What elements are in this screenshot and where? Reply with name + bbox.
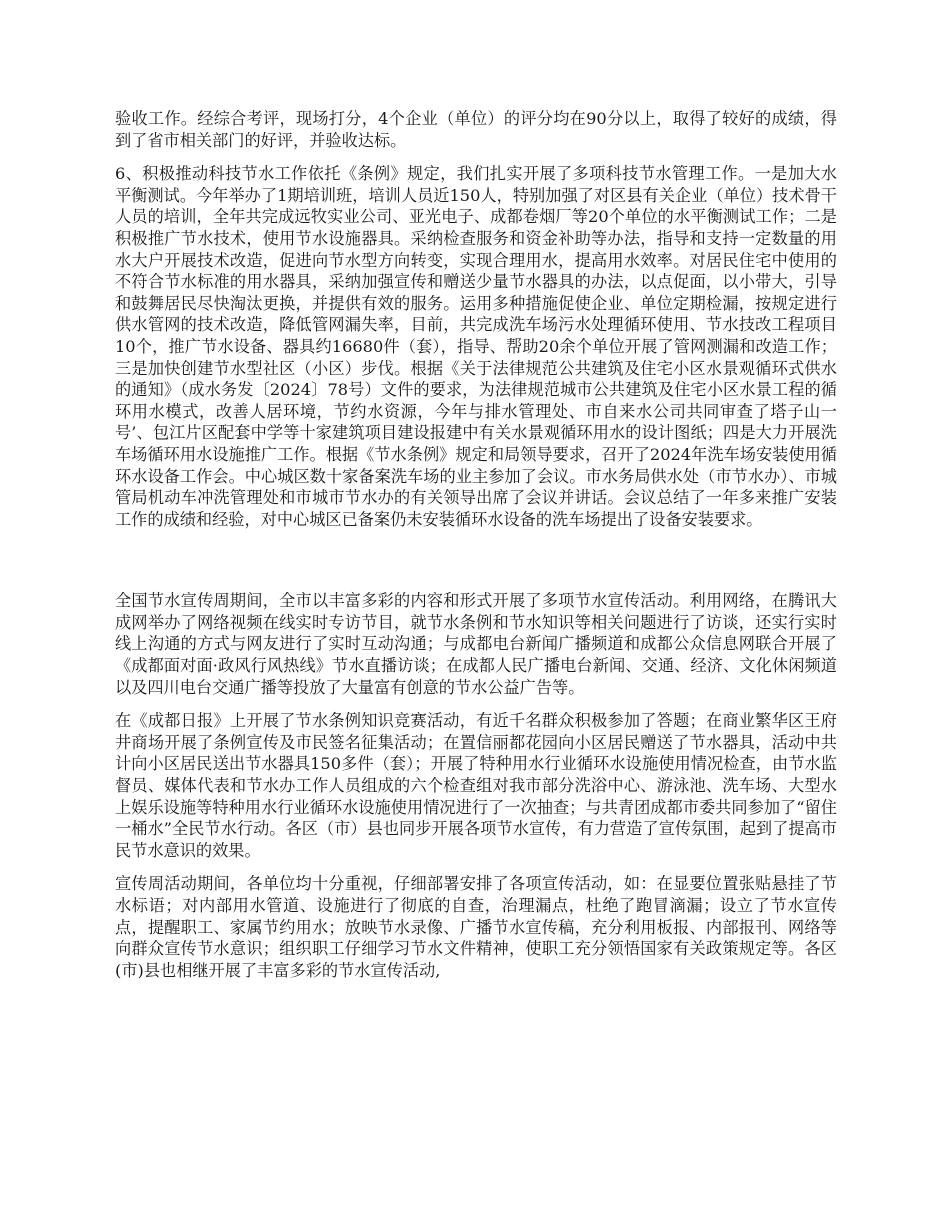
paragraph-publicity-week: 全国节水宣传周期间，全市以丰富多彩的内容和形式开展了多项节水宣传活动。利用网络，在腾讯大成网举办了网络视频在线实时专访节目，就节水条例和节水知识等相关问题进行了访谈，还实行实时线上沟通的方式与网友进行了实时互动沟通；与成都电台新闻广播频道和成都公众信息网联合开展了《成都面对面·政风行风热线》节水直播访谈；在成都人民广播电台新闻、交通、经济、文化休闲频道以及四川电台交通广播等投放了大量富有创意的节水公益广告等。 xyxy=(115,591,837,697)
paragraph-unit-activities: 宣传周活动期间，各单位均十分重视，仔细部署安排了各项宣传活动，如：在显要位置张贴悬挂了节水标语；对内部用水管道、设施进行了彻底的自查，治理漏点，杜绝了跑冒滴漏；设立了节水宣传点，提醒职工、家属节约用水；放映节水录像、广播节水宣传稿，充分利用板报、内部报刊、网络等向群众宣传节水意识；组织职工仔细学习节水文件精神，使职工充分领悟国家有关政策规定等。各区(市)县也相继开展了丰富多彩的节水宣传活动, xyxy=(115,874,837,980)
paragraph-newspaper-contest: 在《成都日报》上开展了节水条例知识竞赛活动，有近千名群众积极参加了答题；在商业繁华区王府井商场开展了条例宣传及市民签名征集活动；在置信丽都花园向小区居民赠送了节水器具，活动中共计向小区居民送出节水器具150多件（套）；开展了特种用水行业循环水设施使用情况检查，由节水监督员、媒体代表和节水办工作人员组成的六个检查组对我市部分洗浴中心、游泳池、洗车场、大型水上娱乐设施等特种用水行业循环水设施使用情况进行了一次抽查；与共青团成都市委共同参加了“留住一桶水”全民节水行动。各区（市）县也同步开展各项节水宣传，有力营造了宣传氛围，起到了提高市民节水意识的效果。 xyxy=(115,711,837,860)
section-gap xyxy=(115,542,837,590)
document-body xyxy=(115,108,837,993)
paragraph-acceptance-result: 验收工作。经综合考评，现场打分，4个企业（单位）的评分均在90分以上，取得了较好的成绩，得到了省市相关部门的好评，并验收达标。 xyxy=(115,109,837,150)
paragraph-tech-water-saving: 6、积极推动科技节水工作依托《条例》规定，我们扎实开展了多项科技节水管理工作。一是加大水平衡测试。今年举办了1期培训班，培训人员近150人，特别加强了对区县有关企业（单位）技术骨干人员的培训，全年共完成远牧实业公司、亚光电子、成都卷烟厂等20个单位的水平衡测试工作；二是积极推广节水技术，使用节水设施器具。采纳检查服务和资金补助等办法，指导和支持一定数量的用水大户开展技术改造，促进向节水型方向转变，实现合理用水，提高用水效率。对居民住宅中使用的不符合节水标准的用水器具，采纳加强宣传和赠送少量节水器具的办法，以点促面，以小带大，引导和鼓舞居民尽快淘汰更换，并提供有效的服务。运用多种措施促使企业、单位定期检漏，按规定进行供水管网的技术改造，降低管网漏失率，目前，共完成洗车场污水处理循环使用、节水技改工程项目10个，推广节水设备、器具约16680件（套），指导、帮助20余个单位开展了管网测漏和改造工作；三是加快创建节水型社区（小区）步伐。根据《关于法律规范公共建筑及住宅小区水景观循环式供水的通知》（成水务发〔2024〕78号）文件的要求，为法律规范城市公共建筑及住宅小区水景工程的循环用水模式，改善人居环境，节约水资源，今年与排水管理处、市自来水公司共同审查了塔子山一号’、包江片区配套中学等十家建筑项目建设报建中有关水景观循环用水的设计图纸；四是大力开展洗车场循环用水设施推广工作。根据《节水条例》规定和局领导要求，召开了2024年洗车场安装使用循环水设备工作会。中心城区数十家备案洗车场的业主参加了会议。市水务局供水处（市节水办）、市城管局机动车冲洗管理处和市城市节水办的有关领导出席了会议并讲话。会议总结了一年多来推广安装工作的成绩和经验，对中心城区已备案仍未安装循环水设备的洗车场提出了设备安装要求。 xyxy=(115,164,837,529)
